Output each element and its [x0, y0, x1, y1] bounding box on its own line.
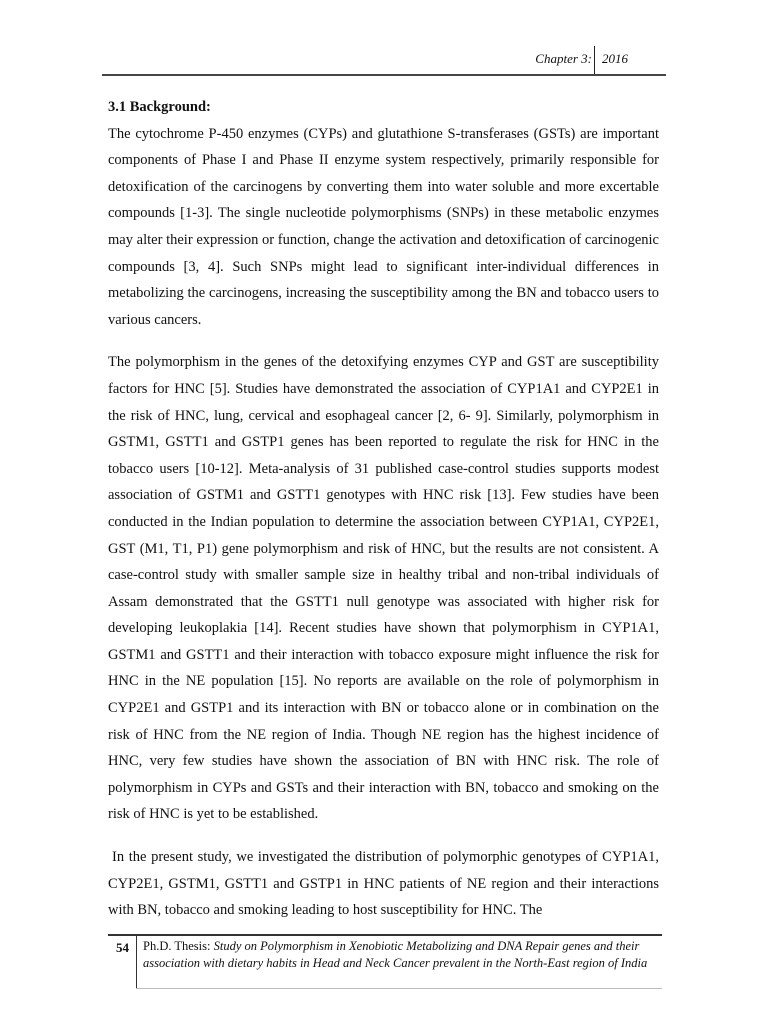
running-header — [102, 46, 666, 76]
header-divider — [594, 46, 595, 76]
header-year: 2016 — [602, 51, 628, 66]
page-number: 54 — [116, 940, 129, 955]
footer-prefix: Ph.D. Thesis: — [143, 939, 211, 953]
page-body — [108, 94, 659, 924]
footer-rule — [108, 934, 662, 936]
footer-divider — [136, 936, 137, 988]
section-heading: 3.1 Background: — [108, 99, 211, 115]
paragraph-2: The polymorphism in the genes of the detoxifying enzymes CYP and GST are susceptibility factors for HNC [5]. Studies have demonstrated the association of CYP1A1 and CYP2E1 in the risk of HNC, lung, cervical and esophageal cancer [2, 6- 9]. Similarly, polymorphism in GSTM1, GSTT1 and GSTP1 genes has been reported to regulate the risk for HNC in the tobacco users [10-12]. Meta-analysis of 31 published case-control studies supports modest association of GSTM1 and GSTT1 genotypes with HNC risk [13]. Few studies have been conducted in the Indian population to determine the association between CYP1A1, CYP2E1, GST (M1, T1, P1) gene polymorphism and risk of HNC, but the results are not consistent. A case-control study with smaller sample size in healthy tribal and non-tribal individuals of Assam demonstrated that the GSTT1 null genotype was associated with higher risk for developing leukoplakia [14]. Recent studies have shown that polymorphism in CYP1A1, GSTM1 and GSTT1 and their interaction with tobacco exposure might influence the risk for HNC in the NE population [15]. No reports are available on the role of polymorphism in CYP2E1 and GSTP1 and its interaction with BN or tobacco alone or in combination on the risk of HNC from the NE region of India. Though NE region has the highest incidence of HNC, very few studies have shown the association of BN with HNC risk. The role of polymorphism in CYPs and GSTs and their interaction with BN, tobacco and smoking on the risk of HNC is yet to be established. — [108, 354, 659, 823]
header-chapter: Chapter 3: — [535, 51, 592, 66]
footer-bottom-rule — [136, 988, 662, 989]
paragraph-3: In the present study, we investigated the distribution of polymorphic genotypes of CYP1A1, CYP2E1, GSTM1, GSTT1 and GSTP1 in HNC patients of NE region and their interactions with BN, tobacco and smoking leading to host susceptibility for HNC. The — [108, 849, 659, 919]
header-rule — [102, 74, 666, 76]
footer-text — [143, 938, 658, 971]
paragraph-1: The cytochrome P-450 enzymes (CYPs) and glutathione S-transferases (GSTs) are important components of Phase I and Phase II enzyme system respectively, primarily responsible for detoxification of the carcinogens by converting them into water soluble and more excertable compounds [1-3]. The single nucleotide polymorphisms (SNPs) in these metabolic enzymes may alter their expression or function, change the activation and detoxification of carcinogenic compounds [3, 4]. Such SNPs might lead to significant inter-individual differences in metabolizing the carcinogens, increasing the susceptibility among the BN and tobacco users to various cancers. — [108, 125, 659, 328]
thesis-title: Study on Polymorphism in Xenobiotic Metabolizing and DNA Repair genes and their association with dietary habits in Head and Neck Cancer prevalent in the North-East region of India — [143, 939, 648, 970]
